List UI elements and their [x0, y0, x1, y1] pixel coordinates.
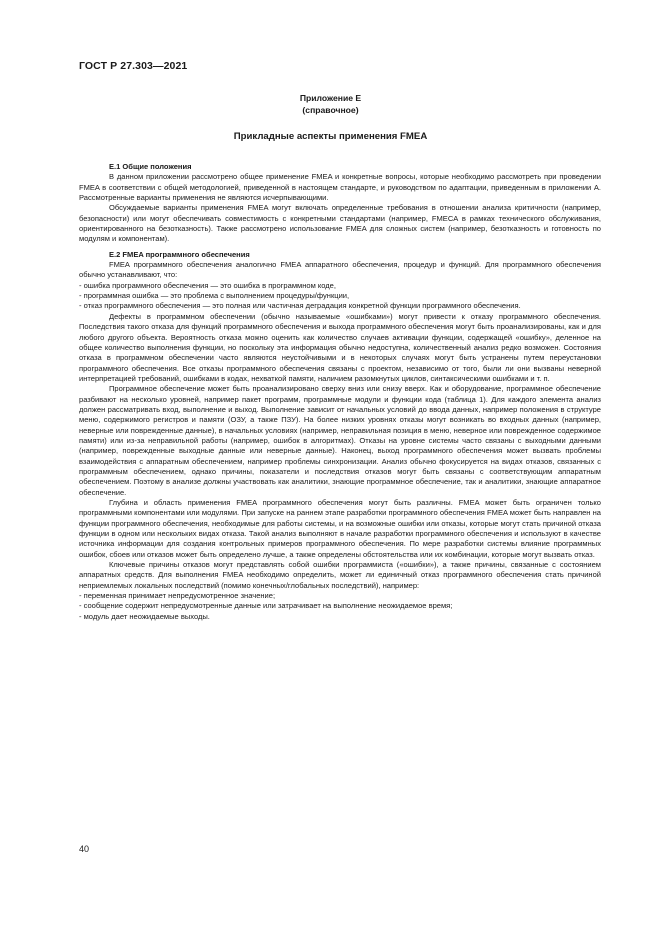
paragraph: FMEA программного обеспечения аналогично FMEA аппаратного обеспечения, процедур и функций. Для программного обеспечения обычно устанавливают, что: — [79, 260, 601, 280]
paragraph: Дефекты в программном обеспечении (обычно называемые «ошибками») могут привести к отказу программного обеспечения. Последствия такого отказа для функций программного обеспечения и выхода программного обеспечения могут быть проанализированы, как и для любого другого объекта. Вероятность отказа можно оценить как количество случаев активации функции, содержащей «ошибку», деленное на общее количество выполнения функции, но поскольку эта информация обычно недоступна, количественный анализ редко возможен. Состояния отказа в программном обеспечении часто являются неустойчивыми и в некоторых случаях могут быть устранены путем переустановки программного обеспечения. Все отказы программного обеспечения связаны с проектом, независимо от того, были ли они вызваны неверной интерпретацией требований, ошибками в кодах, нехваткой памяти, наличием разомкнутых циклов, синтаксическими ошибками и т. п. — [79, 311, 601, 383]
list-item: - переменная принимает непредусмотренное значение; — [79, 591, 276, 601]
paragraph: Программное обеспечение может быть проанализировано сверху вниз или снизу вверх. Как и оборудование, программное обеспечение разбивают на несколько уровней, например пакет программ, программные модули и функции кода (таблица 1). Для каждого элемента анализ должен рассматривать вход, выполнение и выход. Выполнение зависит от начальных условий до ввода данных, например положения в структуре меню, содержимого регистров и памяти (ОЗУ, а также ПЗУ). На более низких уровнях отказы могут возникать во входных данных (например, неверные или поврежденные данные), в начальных условиях (например, неправильная позиция в меню, неверное или поврежденное содержимое памяти) или из-за неправильной работы (например, ошибок в алгоритмах). Отказы на уровне системы часто связаны с выходными данными (например, поврежденные выходные данные или неверные данные). Наконец, выход программного обеспечения может вызвать проблемы взаимодействия с аппаратным обеспечением, например проблемы синхронизации. Анализ обычно фокусируется на видах отказов, связанных с программным обеспечением, однако причины, показатели и последствия отказов могут быть связаны с соответствующим аппаратным обеспечением. Поэтому в анализе должны участвовать как аналитики, знающие программное обеспечение, так и аналитики, знающие аппаратное обеспечение. — [79, 384, 601, 497]
list-item: - сообщение содержит непредусмотренные данные или затрачивает на выполнение неожидаемое время; — [79, 601, 453, 611]
page-number: 40 — [79, 844, 90, 854]
annex-note: (справочное) — [302, 105, 359, 115]
list-item: - программная ошибка — это проблема с выполнением процедуры/функции, — [79, 291, 350, 301]
paragraph: Ключевые причины отказов могут представлять собой ошибки программиста («ошибки»), а также причины, связанные с состоянием аппаратных средств. Для выполнения FMEA необходимо определить, может ли единичный отказ программного обеспечения стать причиной неприемлемых локальных последствий (помимо конечных/глобальных последствий), например: — [79, 560, 601, 590]
annex-heading: Прикладные аспекты применения FMEA — [233, 131, 428, 142]
standard-code: ГОСТ Р 27.303—2021 — [79, 60, 188, 72]
paragraph: В данном приложении рассмотрено общее применение FMEA и конкретные вопросы, которые необходимо рассмотреть при проведении FMEA в соответствии с общей методологией, приведенной в настоящем стандарте, и руководством по адаптации, приведенным в приложении А. Рассмотренные варианты применения не являются исчерпывающими. — [79, 172, 601, 203]
paragraph: Глубина и область применения FMEA программного обеспечения могут быть различны. FMEA может быть ограничен только программными компонентами или модулями. При запуске на раннем этапе разработки программного обеспечения FMEA может быть направлен на функции программного обеспечения, необходимые для работы системы, и на возможные ошибки или отказы, которые могут стать причиной отказа функции в одном или нескольких видах отказа. Такой анализ выполняют в начале разработки программного обеспечения и используют в качестве источника информации для создания контрольных примеров программного обеспечения. По мере разработки системы влияние программных ошибок, сбоев или отказов может быть определено лучше, а также определены обстоятельства или их комбинации, которые могут вызвать отказ. — [79, 498, 601, 559]
list-item: - ошибка программного обеспечения — это ошибка в программном коде, — [79, 280, 336, 290]
document-body — [79, 162, 601, 622]
section-heading-e2: Е.2 FMEA программного обеспечения — [109, 249, 250, 259]
section-heading-e1: Е.1 Общие положения — [109, 162, 192, 171]
list-item: - отказ программного обеспечения — это полная или частичная деградация конкретной функции программного обеспечения. — [79, 301, 521, 311]
list-item: - модуль дает неожидаемые выходы. — [79, 611, 210, 621]
annex-title: Приложение Е — [299, 93, 362, 103]
paragraph: Обсуждаемые варианты применения FMEA могут включать определенные требования в отношении анализа критичности (например, безопасности) или могут обеспечивать совместимость с конкретными стандартами (например, FMECA в рамках технического обслуживания, ориентированного на безотказность). Также рассмотрено использование FMEA для сложных систем (например, безотказность и готовность по модулям и компонентам). — [79, 203, 601, 244]
